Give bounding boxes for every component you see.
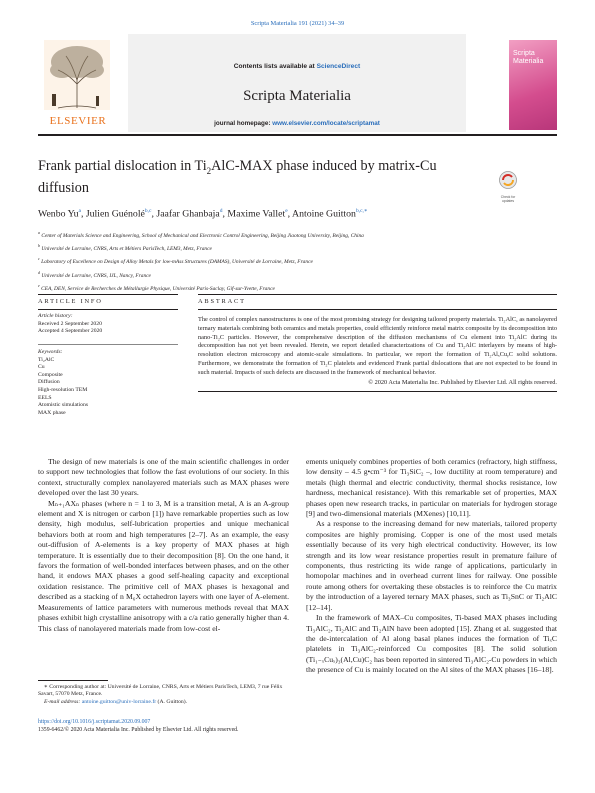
received-date: Received 2 September 2020 bbox=[38, 320, 102, 327]
homepage-prefix: journal homepage: bbox=[214, 120, 273, 127]
author-name[interactable]: Antoine Guitton bbox=[292, 208, 356, 220]
email-label: E-mail address: bbox=[44, 698, 82, 705]
email-link[interactable]: antoine.guitton@univ-lorraine.fr bbox=[81, 698, 157, 705]
abstract-rule-bottom bbox=[198, 391, 557, 392]
author-affiliation-marker[interactable]: b,c bbox=[144, 208, 152, 214]
title-part-1: Frank partial dislocation in Ti bbox=[38, 158, 207, 174]
keywords-label: Keywords: bbox=[38, 349, 63, 355]
accepted-date: Accepted 4 September 2020 bbox=[38, 328, 103, 335]
author-affiliation-marker[interactable]: b,c,∗ bbox=[355, 208, 368, 214]
journal-cover-image[interactable] bbox=[509, 40, 557, 130]
keyword: Diffusion bbox=[38, 379, 60, 386]
article-history bbox=[38, 313, 178, 336]
author-name[interactable]: Maxime Vallet bbox=[227, 208, 286, 220]
affiliation-marker: a bbox=[38, 230, 40, 235]
check-updates-icon bbox=[495, 170, 521, 190]
affiliation-item: $^a$ Center of Materials Science and Engineering, School of Mechanical and Electronic Control Engineering, Beijing Jiaotong University, Beijing, China bbox=[38, 230, 364, 239]
keyword: EELS bbox=[38, 394, 52, 401]
title-part-2: AlC-MAX phase induced by matrix-Cu diffusion bbox=[38, 158, 437, 196]
contents-line bbox=[128, 63, 466, 70]
footnote-rule bbox=[38, 680, 108, 681]
author-affiliation-marker[interactable]: d bbox=[219, 208, 223, 214]
affiliation-marker: c bbox=[38, 256, 40, 262]
email-suffix: (A. Guitton). bbox=[156, 698, 188, 705]
info-rule-mid bbox=[38, 309, 178, 310]
elsevier-logo[interactable] bbox=[38, 34, 116, 132]
affiliation-marker: e bbox=[38, 282, 40, 288]
author-affiliation-marker[interactable]: e bbox=[285, 208, 288, 214]
keyword: Ti₂AlC bbox=[38, 356, 55, 363]
author-list: Wenbo Yu$^a$, Julien Guénolé$^{b,c}$, Jaafar Ghanbaja$^d$, Maxime Vallet$^e$, Antoine Guitton$^{b,c,∗}$ bbox=[38, 208, 368, 220]
body-paragraph: ements uniquely combines properties of both ceramics (refractory, high stiffness, low density – 4.5 g•cm⁻³ for Ti₃SiC₂ –, low ductility at room temperature) and metals (high thermal and electric conductivity, thermal shocks resistance, low hardness, mechanical resistance). With this remarkable set of properties, MAX phases open new research tracks, in particular on materials for hydrogen storage [9] and two-dimensional materials (MXenes) [10,11]. bbox=[306, 457, 557, 519]
affiliation-marker: d bbox=[38, 269, 40, 275]
keyword-list bbox=[38, 357, 178, 418]
journal-header bbox=[38, 34, 557, 132]
elsevier-wordmark: ELSEVIER bbox=[49, 115, 107, 127]
affiliation-item: $^b$ Université de Lorraine, CNRS, Arts et Métiers ParisTech, LEM3, Metz, France bbox=[38, 243, 212, 252]
affiliation-list bbox=[38, 228, 557, 294]
body-paragraph: As a response to the increasing demand for new materials, tailored property composites are highly promising. Copper is one of the most used metals essentially because of its very high electrical conductivity. However, its low strength and its low wear resistance properties result in premature failure of components, thus restricting its wide range of applications, particularly in homopolar machines and in overhead current lines for railway. One possible route among others for overtaking these obstacles is to reinforce the Cu matrix by the introduction of a layered ternary MAX phases, such as Ti₃SnC or Ti₂AlC [12–14]. bbox=[306, 519, 557, 612]
cover-title: Scripta Materialia bbox=[513, 50, 544, 65]
homepage-line bbox=[128, 120, 466, 127]
keyword: MAX phase bbox=[38, 409, 66, 416]
author-name[interactable]: Jaafar Ghanbaja bbox=[156, 208, 220, 220]
elsevier-tree-icon bbox=[38, 34, 116, 114]
body-paragraph: Mₙ₊₁AXₙ phases (where n = 1 to 3, M is a transition metal, A is an A-group element and X is nitrogen or carbon [1]) have remarkable properties such as low density, high modulus, self-lubrication properties and unique mechanical behaviors both at room and high temperatures [2–7]. As an example, the easy out-diffusion of A-elements is a key property of MAX phases at high temperature. It is essentially due to their decomposition [8]. On the one hand, it favors the formation of well-bonded interfaces between phases, and on the other hand, it endows MAX phases a good self-healing capacity and exceptional oxidation resistance. The primitive cell of MAX phases is hexagonal and described as a stacking of n M₆X octahedron layers with one layer of A-element. Measurements of lattice parameters with numerous methods reveal that MAX phases exhibit high crystalline anisotropy with a c/a ratio generally higher than 4. This class of nanolayered materials made from low-cost el- bbox=[38, 498, 289, 633]
abstract-copyright: © 2020 Acta Materialia Inc. Published by Elsevier Ltd. All rights reserved. bbox=[368, 379, 557, 386]
article-info-heading: ARTICLE INFO bbox=[38, 298, 103, 305]
keyword: Composite bbox=[38, 371, 63, 378]
doi-link[interactable]: https://doi.org/10.1016/j.scriptamat.2020.09.007 bbox=[38, 719, 151, 725]
doi-block bbox=[38, 718, 338, 734]
body-paragraph: The design of new materials is one of the main scientific challenges in order to support new technologies that follow the fast evolutions of our society. In this context, structurally complex nanolayered materials such as MAX phases were developed over the last 30 years. bbox=[38, 457, 289, 498]
author-name[interactable]: Julien Guénolé bbox=[85, 208, 145, 220]
keyword: Cu bbox=[38, 364, 45, 371]
abstract-heading: ABSTRACT bbox=[198, 298, 246, 305]
body-column-right bbox=[306, 457, 557, 676]
journal-title: Scripta Materialia bbox=[243, 88, 351, 104]
abstract-rule-mid bbox=[198, 309, 557, 310]
email-line bbox=[38, 699, 289, 706]
abstract-text: The control of complex nanostructures is one of the most promising strategy for designing tailored property materials. Ti₂AlC, as nanolayered ternary materials combining both ceramics and metals properties, could efficiently reinforce metal matrix composite by its decomposition into nano-Ti₂C particles. However, the comprehensive description of the diffusion mechanisms of Cu element into Ti₂AlC during its decomposition has not yet been revealed. Herein, we report detailed characterizations of Cu and Ti₂AlC interlayers by means of high-resolution electron microscopy and atomic-scale simulations. In particular, we report the formation of Ti₂AlₓCuᵧC solid solutions. Furthermore, we demonstrate the formation of Ti₂C platelets and evidenced Frank partial dislocations that are not expected to be found in such material. Impacts of such defects are discussed in the framework of mechanical behavior. bbox=[198, 316, 557, 376]
abstract-rule-top bbox=[198, 294, 557, 295]
affiliation-item: $^d$ Université de Lorraine, CNRS, IJL, Nancy, France bbox=[38, 269, 151, 279]
history-label: Article history: bbox=[38, 313, 73, 319]
author-affiliation-marker[interactable]: a bbox=[78, 208, 81, 214]
keywords-block bbox=[38, 349, 178, 417]
affiliation-marker: b bbox=[38, 243, 40, 249]
issn-line: 1359-6462/© 2020 Acta Materialia Inc. Published by Elsevier Ltd. All rights reserved. bbox=[38, 727, 239, 733]
journal-citation[interactable]: Scripta Materialia 191 (2021) 34–39 bbox=[250, 20, 345, 27]
affiliation-item: $^e$ CEA, DEN, Service de Recherches de Métallurgie Physique, Université Paris-Saclay, Gif-sur-Yvette, France bbox=[38, 282, 275, 292]
contents-prefix: Contents lists available at bbox=[233, 63, 317, 70]
info-divider bbox=[38, 344, 178, 345]
body-column-left bbox=[38, 457, 289, 634]
sciencedirect-link[interactable]: ScienceDirect bbox=[316, 63, 361, 70]
corresponding-author-note: ∗ Corresponding author at: Université de Lorraine, CNRS, Arts et Métiers ParisTech, LEM3, 7 rue Félix Savart, 57070 Metz, France. bbox=[38, 684, 283, 698]
keyword: High-resolution TEM bbox=[38, 386, 88, 393]
author-name[interactable]: Wenbo Yu bbox=[38, 208, 79, 220]
header-rule bbox=[38, 134, 557, 136]
homepage-link[interactable]: www.elsevier.com/locate/scriptamat bbox=[272, 120, 380, 127]
corresponding-footnote bbox=[38, 684, 289, 706]
header-background bbox=[128, 34, 466, 132]
article-title bbox=[38, 158, 478, 197]
check-updates-label: Check for updates bbox=[500, 195, 516, 203]
check-for-updates-button[interactable] bbox=[495, 170, 521, 203]
affiliation-item: $^c$ Laboratory of Excellence on Design of Alloy Metals for low-mAss Structures (DAMAS), Université de Lorraine, Metz, France bbox=[38, 256, 313, 266]
info-rule-top bbox=[38, 294, 178, 295]
title-subscript: 2 bbox=[206, 165, 212, 176]
body-paragraph: In the framework of MAX–Cu composites, Ti-based MAX phases including Ti₃AlC₂, Ti₂AlC and Ti₂AlN have been adopted [15]. Zhang et al. suggested that the de-intercalation of Al along basal planes induces the formation of TiₓC platelets in Ti₃AlC₂-reinforced Cu composites [8]. The solid solution (Ti₁₋ₓCuₓ)₃(Al,Cu)C₂ has been reported in sintered Ti₃AlC₂-Cu powders in which the presence of Cu is mainly located on the Al sites of the MAX phases [16–18]. bbox=[306, 613, 557, 675]
keyword: Atomistic simulations bbox=[38, 402, 89, 409]
